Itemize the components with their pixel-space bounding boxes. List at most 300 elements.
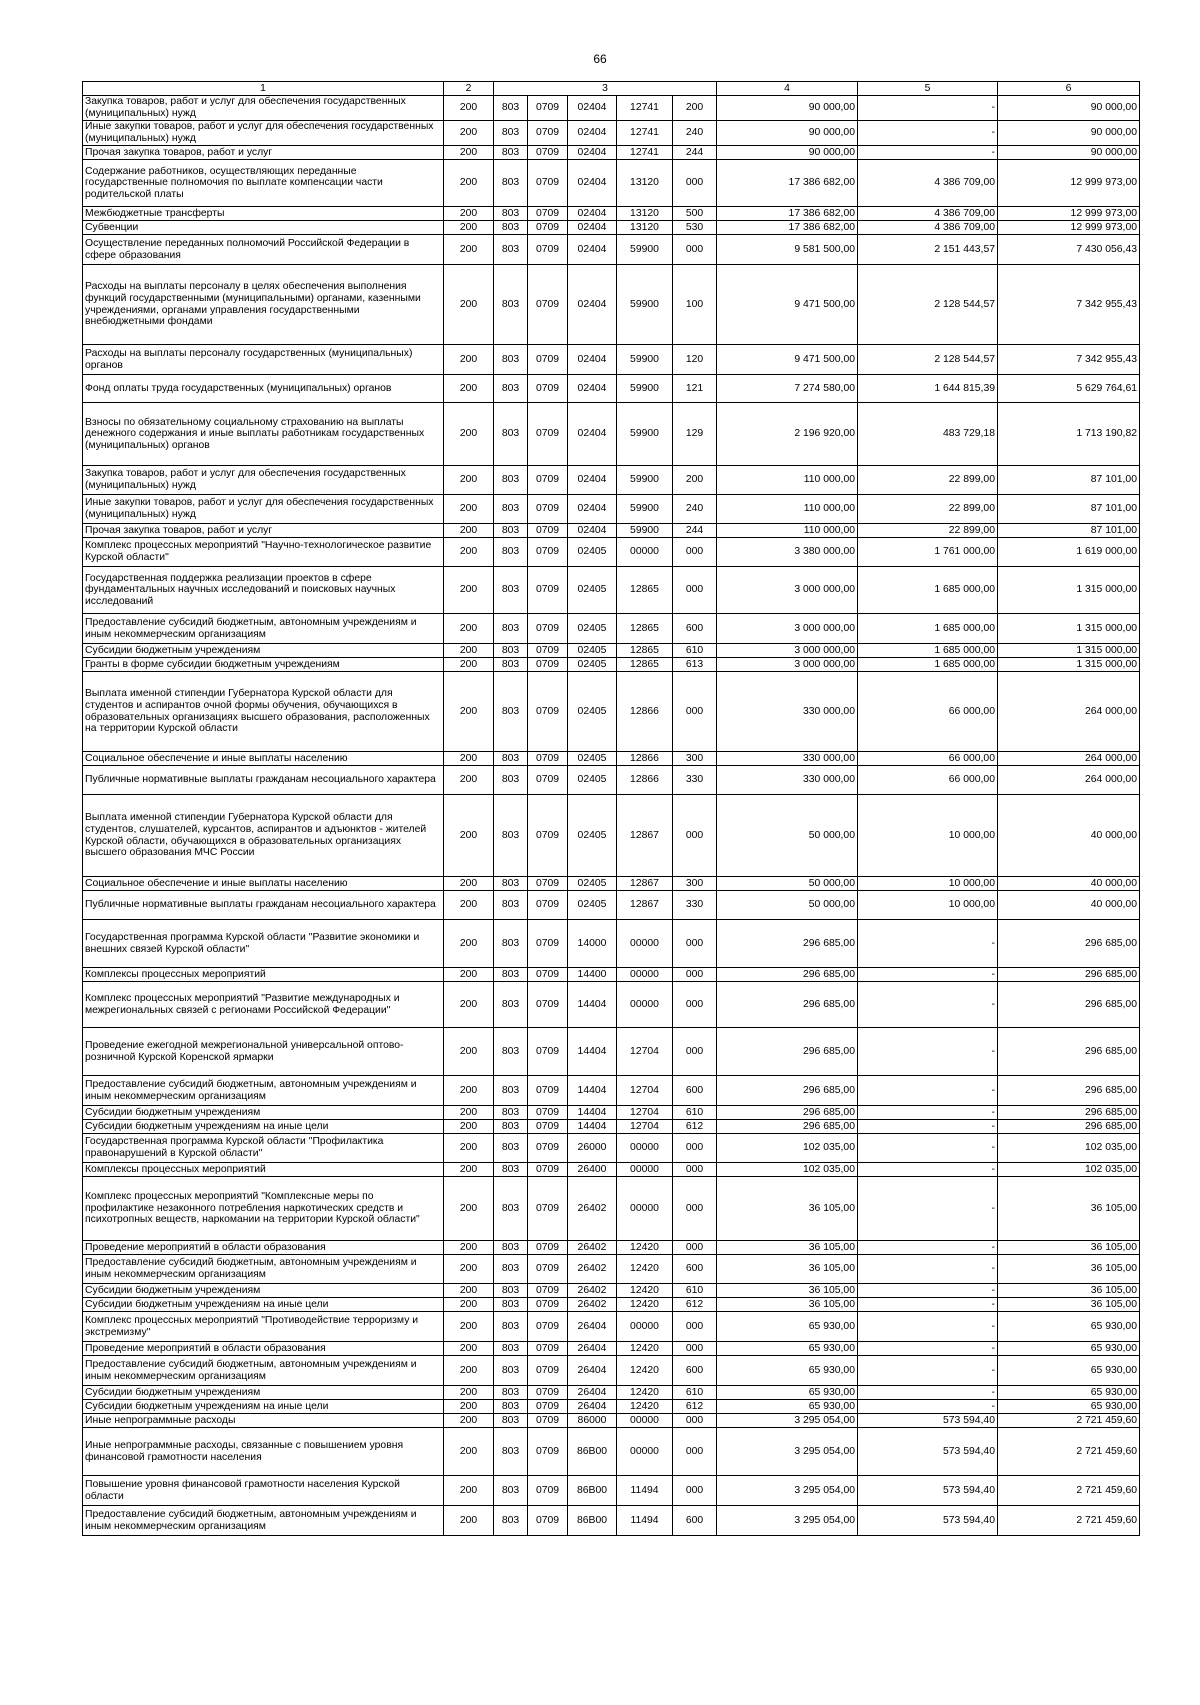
remainder-amount-cell: 65 930,00 <box>998 1356 1140 1386</box>
plan-amount-cell: 102 035,00 <box>717 1163 858 1177</box>
ministry-code-cell: 200 <box>444 1298 494 1312</box>
executed-amount-cell: - <box>858 1312 998 1342</box>
table-row <box>83 538 1140 567</box>
section-code-cell: 803 <box>494 1255 528 1284</box>
executed-amount-cell: - <box>858 1386 998 1400</box>
program-code-cell: 0709 <box>528 658 568 672</box>
direction-code-cell: 02404 <box>568 207 617 221</box>
section-code-cell: 803 <box>494 877 528 891</box>
expense-name-cell: Иные непрограммные расходы, связанные с повышением уровня финансовой грамотности населения <box>83 1428 444 1476</box>
direction-code-cell: 02404 <box>568 265 617 345</box>
direction-code-cell: 02405 <box>568 567 617 614</box>
table-row <box>83 614 1140 644</box>
direction-code-cell: 02404 <box>568 495 617 524</box>
plan-amount-cell: 17 386 682,00 <box>717 160 858 207</box>
remainder-amount-cell: 1 315 000,00 <box>998 658 1140 672</box>
table-row <box>83 121 1140 146</box>
item-code-cell: 12866 <box>617 672 673 752</box>
executed-amount-cell: 1 761 000,00 <box>858 538 998 567</box>
ministry-code-cell: 200 <box>444 1506 494 1536</box>
ministry-code-cell: 200 <box>444 160 494 207</box>
plan-amount-cell: 3 000 000,00 <box>717 614 858 644</box>
program-code-cell: 0709 <box>528 207 568 221</box>
ministry-code-cell: 200 <box>444 1342 494 1356</box>
table-row <box>83 891 1140 920</box>
ministry-code-cell: 200 <box>444 207 494 221</box>
item-code-cell: 12865 <box>617 644 673 658</box>
plan-amount-cell: 296 685,00 <box>717 982 858 1028</box>
executed-amount-cell: - <box>858 1356 998 1386</box>
expense-type-cell: 200 <box>673 96 717 121</box>
ministry-code-cell: 200 <box>444 968 494 982</box>
direction-code-cell: 14404 <box>568 1120 617 1134</box>
program-code-cell: 0709 <box>528 146 568 160</box>
item-code-cell: 12867 <box>617 877 673 891</box>
expense-type-cell: 240 <box>673 495 717 524</box>
expense-type-cell: 600 <box>673 1506 717 1536</box>
table-row <box>83 644 1140 658</box>
section-code-cell: 803 <box>494 1342 528 1356</box>
expense-type-cell: 000 <box>673 1241 717 1255</box>
expense-name-cell: Комплекс процессных мероприятий "Комплексные меры по профилактике незаконного потребления наркотических средств и психотропных веществ, наркомании на территории Курской области" <box>83 1177 444 1241</box>
plan-amount-cell: 50 000,00 <box>717 877 858 891</box>
item-code-cell: 12866 <box>617 752 673 766</box>
program-code-cell: 0709 <box>528 1241 568 1255</box>
expense-name-cell: Публичные нормативные выплаты гражданам несоциального характера <box>83 891 444 920</box>
table-row <box>83 1400 1140 1414</box>
table-row <box>83 1312 1140 1342</box>
direction-code-cell: 02404 <box>568 121 617 146</box>
plan-amount-cell: 90 000,00 <box>717 96 858 121</box>
program-code-cell: 0709 <box>528 345 568 375</box>
table-row <box>83 1163 1140 1177</box>
executed-amount-cell: 2 128 544,57 <box>858 345 998 375</box>
section-code-cell: 803 <box>494 1106 528 1120</box>
section-code-cell: 803 <box>494 345 528 375</box>
section-code-cell: 803 <box>494 524 528 538</box>
expense-type-cell: 600 <box>673 614 717 644</box>
expense-type-cell: 500 <box>673 207 717 221</box>
section-code-cell: 803 <box>494 160 528 207</box>
item-code-cell: 59900 <box>617 375 673 403</box>
expense-type-cell: 000 <box>673 1134 717 1163</box>
ministry-code-cell: 200 <box>444 345 494 375</box>
ministry-code-cell: 200 <box>444 538 494 567</box>
expense-type-cell: 610 <box>673 644 717 658</box>
expense-name-cell: Субсидии бюджетным учреждениям <box>83 1106 444 1120</box>
table-row <box>83 1414 1140 1428</box>
executed-amount-cell: - <box>858 1241 998 1255</box>
item-code-cell: 12741 <box>617 96 673 121</box>
item-code-cell: 59900 <box>617 345 673 375</box>
program-code-cell: 0709 <box>528 538 568 567</box>
expense-name-cell: Межбюджетные трансферты <box>83 207 444 221</box>
expense-name-cell: Комплексы процессных мероприятий <box>83 1163 444 1177</box>
executed-amount-cell: - <box>858 1076 998 1106</box>
table-row <box>83 877 1140 891</box>
program-code-cell: 0709 <box>528 375 568 403</box>
ministry-code-cell: 200 <box>444 1177 494 1241</box>
ministry-code-cell: 200 <box>444 567 494 614</box>
ministry-code-cell: 200 <box>444 982 494 1028</box>
plan-amount-cell: 296 685,00 <box>717 968 858 982</box>
direction-code-cell: 02405 <box>568 877 617 891</box>
program-code-cell: 0709 <box>528 466 568 495</box>
section-code-cell: 803 <box>494 1476 528 1506</box>
executed-amount-cell: - <box>858 121 998 146</box>
direction-code-cell: 02404 <box>568 221 617 235</box>
section-code-cell: 803 <box>494 1163 528 1177</box>
direction-code-cell: 02404 <box>568 466 617 495</box>
remainder-amount-cell: 1 315 000,00 <box>998 614 1140 644</box>
program-code-cell: 0709 <box>528 1506 568 1536</box>
executed-amount-cell: - <box>858 968 998 982</box>
executed-amount-cell: 66 000,00 <box>858 672 998 752</box>
section-code-cell: 803 <box>494 1428 528 1476</box>
remainder-amount-cell: 36 105,00 <box>998 1177 1140 1241</box>
ministry-code-cell: 200 <box>444 1028 494 1076</box>
plan-amount-cell: 296 685,00 <box>717 1076 858 1106</box>
executed-amount-cell: - <box>858 1028 998 1076</box>
remainder-amount-cell: 87 101,00 <box>998 466 1140 495</box>
executed-amount-cell: - <box>858 1342 998 1356</box>
executed-amount-cell: - <box>858 1298 998 1312</box>
plan-amount-cell: 3 000 000,00 <box>717 567 858 614</box>
direction-code-cell: 26404 <box>568 1356 617 1386</box>
item-code-cell: 13120 <box>617 160 673 207</box>
direction-code-cell: 02405 <box>568 766 617 795</box>
program-code-cell: 0709 <box>528 766 568 795</box>
remainder-amount-cell: 264 000,00 <box>998 672 1140 752</box>
item-code-cell: 00000 <box>617 1134 673 1163</box>
section-code-cell: 803 <box>494 1076 528 1106</box>
expense-name-cell: Публичные нормативные выплаты гражданам несоциального характера <box>83 766 444 795</box>
table-row <box>83 1506 1140 1536</box>
expense-type-cell: 300 <box>673 752 717 766</box>
direction-code-cell: 02404 <box>568 146 617 160</box>
item-code-cell: 59900 <box>617 466 673 495</box>
item-code-cell: 12867 <box>617 795 673 877</box>
section-code-cell: 803 <box>494 466 528 495</box>
table-row <box>83 1284 1140 1298</box>
remainder-amount-cell: 12 999 973,00 <box>998 160 1140 207</box>
ministry-code-cell: 200 <box>444 1312 494 1342</box>
plan-amount-cell: 65 930,00 <box>717 1356 858 1386</box>
program-code-cell: 0709 <box>528 752 568 766</box>
remainder-amount-cell: 5 629 764,61 <box>998 375 1140 403</box>
ministry-code-cell: 200 <box>444 495 494 524</box>
item-code-cell: 00000 <box>617 920 673 968</box>
item-code-cell: 12420 <box>617 1342 673 1356</box>
ministry-code-cell: 200 <box>444 658 494 672</box>
table-row <box>83 495 1140 524</box>
expense-type-cell: 300 <box>673 877 717 891</box>
direction-code-cell: 26404 <box>568 1400 617 1414</box>
section-code-cell: 803 <box>494 1386 528 1400</box>
plan-amount-cell: 65 930,00 <box>717 1342 858 1356</box>
plan-amount-cell: 296 685,00 <box>717 1106 858 1120</box>
table-row <box>83 1386 1140 1400</box>
section-code-cell: 803 <box>494 1312 528 1342</box>
item-code-cell: 11494 <box>617 1476 673 1506</box>
program-code-cell: 0709 <box>528 614 568 644</box>
table-row <box>83 1177 1140 1241</box>
executed-amount-cell: 22 899,00 <box>858 495 998 524</box>
expense-name-cell: Комплекс процессных мероприятий "Противодействие терроризму и экстремизму" <box>83 1312 444 1342</box>
item-code-cell: 12420 <box>617 1241 673 1255</box>
ministry-code-cell: 200 <box>444 1356 494 1386</box>
section-code-cell: 803 <box>494 614 528 644</box>
item-code-cell: 12420 <box>617 1386 673 1400</box>
expense-type-cell: 120 <box>673 345 717 375</box>
executed-amount-cell: - <box>858 146 998 160</box>
direction-code-cell: 02404 <box>568 375 617 403</box>
ministry-code-cell: 200 <box>444 1386 494 1400</box>
expense-name-cell: Повышение уровня финансовой грамотности населения Курской области <box>83 1476 444 1506</box>
item-code-cell: 12420 <box>617 1356 673 1386</box>
expense-type-cell: 000 <box>673 235 717 265</box>
expense-type-cell: 330 <box>673 891 717 920</box>
program-code-cell: 0709 <box>528 672 568 752</box>
executed-amount-cell: 66 000,00 <box>858 766 998 795</box>
remainder-amount-cell: 102 035,00 <box>998 1163 1140 1177</box>
item-code-cell: 00000 <box>617 982 673 1028</box>
section-code-cell: 803 <box>494 1284 528 1298</box>
plan-amount-cell: 36 105,00 <box>717 1177 858 1241</box>
ministry-code-cell: 200 <box>444 752 494 766</box>
expense-name-cell: Субсидии бюджетным учреждениям на иные цели <box>83 1400 444 1414</box>
table-row <box>83 795 1140 877</box>
program-code-cell: 0709 <box>528 221 568 235</box>
executed-amount-cell: 2 128 544,57 <box>858 265 998 345</box>
remainder-amount-cell: 7 342 955,43 <box>998 345 1140 375</box>
item-code-cell: 12704 <box>617 1120 673 1134</box>
program-code-cell: 0709 <box>528 495 568 524</box>
section-code-cell: 803 <box>494 1120 528 1134</box>
table-row <box>83 1134 1140 1163</box>
item-code-cell: 13120 <box>617 221 673 235</box>
executed-amount-cell: 22 899,00 <box>858 524 998 538</box>
direction-code-cell: 02405 <box>568 538 617 567</box>
item-code-cell: 59900 <box>617 495 673 524</box>
item-code-cell: 59900 <box>617 265 673 345</box>
expense-type-cell: 000 <box>673 567 717 614</box>
executed-amount-cell: 10 000,00 <box>858 877 998 891</box>
program-code-cell: 0709 <box>528 1177 568 1241</box>
remainder-amount-cell: 1 713 190,82 <box>998 403 1140 466</box>
executed-amount-cell: 573 594,40 <box>858 1476 998 1506</box>
executed-amount-cell: 4 386 709,00 <box>858 207 998 221</box>
direction-code-cell: 26404 <box>568 1342 617 1356</box>
expense-name-cell: Комплекс процессных мероприятий "Развитие международных и межрегиональных связей с регионами Российской Федерации" <box>83 982 444 1028</box>
ministry-code-cell: 200 <box>444 891 494 920</box>
table-row <box>83 265 1140 345</box>
executed-amount-cell: 1 685 000,00 <box>858 567 998 614</box>
item-code-cell: 12865 <box>617 658 673 672</box>
executed-amount-cell: - <box>858 1255 998 1284</box>
ministry-code-cell: 200 <box>444 1428 494 1476</box>
plan-amount-cell: 36 105,00 <box>717 1241 858 1255</box>
table-row <box>83 1120 1140 1134</box>
expense-type-cell: 613 <box>673 658 717 672</box>
plan-amount-cell: 110 000,00 <box>717 495 858 524</box>
table-row <box>83 160 1140 207</box>
item-code-cell: 12704 <box>617 1106 673 1120</box>
remainder-amount-cell: 296 685,00 <box>998 1076 1140 1106</box>
expense-type-cell: 000 <box>673 1177 717 1241</box>
direction-code-cell: 26402 <box>568 1241 617 1255</box>
executed-amount-cell: - <box>858 1400 998 1414</box>
expense-name-cell: Предоставление субсидий бюджетным, автономным учреждениям и иным некоммерческим организациям <box>83 614 444 644</box>
expense-type-cell: 600 <box>673 1356 717 1386</box>
plan-amount-cell: 110 000,00 <box>717 466 858 495</box>
expense-name-cell: Выплата именной стипендии Губернатора Курской области для студентов и аспирантов очной формы обучения, обучающихся в образовательных организациях высшего образования, расположенных на территории Курской области <box>83 672 444 752</box>
direction-code-cell: 02405 <box>568 658 617 672</box>
executed-amount-cell: 4 386 709,00 <box>858 221 998 235</box>
expense-name-cell: Закупка товаров, работ и услуг для обеспечения государственных (муниципальных) нужд <box>83 466 444 495</box>
section-code-cell: 803 <box>494 495 528 524</box>
expense-type-cell: 000 <box>673 1342 717 1356</box>
table-row <box>83 235 1140 265</box>
remainder-amount-cell: 1 315 000,00 <box>998 644 1140 658</box>
executed-amount-cell: 4 386 709,00 <box>858 160 998 207</box>
plan-amount-cell: 330 000,00 <box>717 752 858 766</box>
direction-code-cell: 26402 <box>568 1298 617 1312</box>
program-code-cell: 0709 <box>528 1120 568 1134</box>
direction-code-cell: 14400 <box>568 968 617 982</box>
table-row <box>83 96 1140 121</box>
program-code-cell: 0709 <box>528 982 568 1028</box>
ministry-code-cell: 200 <box>444 121 494 146</box>
ministry-code-cell: 200 <box>444 221 494 235</box>
remainder-amount-cell: 7 430 056,43 <box>998 235 1140 265</box>
remainder-amount-cell: 36 105,00 <box>998 1284 1140 1298</box>
item-code-cell: 59900 <box>617 235 673 265</box>
expense-name-cell: Комплексы процессных мероприятий <box>83 968 444 982</box>
direction-code-cell: 02405 <box>568 891 617 920</box>
item-code-cell: 00000 <box>617 1414 673 1428</box>
section-code-cell: 803 <box>494 221 528 235</box>
item-code-cell: 13120 <box>617 207 673 221</box>
ministry-code-cell: 200 <box>444 1163 494 1177</box>
plan-amount-cell: 36 105,00 <box>717 1298 858 1312</box>
table-row <box>83 982 1140 1028</box>
expense-name-cell: Субвенции <box>83 221 444 235</box>
expense-name-cell: Гранты в форме субсидии бюджетным учреждениям <box>83 658 444 672</box>
program-code-cell: 0709 <box>528 644 568 658</box>
remainder-amount-cell: 2 721 459,60 <box>998 1476 1140 1506</box>
program-code-cell: 0709 <box>528 968 568 982</box>
table-row <box>83 466 1140 495</box>
program-code-cell: 0709 <box>528 1284 568 1298</box>
plan-amount-cell: 3 295 054,00 <box>717 1476 858 1506</box>
item-code-cell: 00000 <box>617 968 673 982</box>
plan-amount-cell: 3 000 000,00 <box>717 658 858 672</box>
section-code-cell: 803 <box>494 567 528 614</box>
direction-code-cell: 02405 <box>568 672 617 752</box>
remainder-amount-cell: 2 721 459,60 <box>998 1506 1140 1536</box>
plan-amount-cell: 330 000,00 <box>717 672 858 752</box>
remainder-amount-cell: 65 930,00 <box>998 1386 1140 1400</box>
direction-code-cell: 14404 <box>568 1028 617 1076</box>
item-code-cell: 12867 <box>617 891 673 920</box>
ministry-code-cell: 200 <box>444 403 494 466</box>
expense-name-cell: Выплата именной стипендии Губернатора Курской области для студентов, слушателей, курсантов, аспирантов и адъюнктов - жителей Курской области, обучающихся в образовательных организациях высшего образования МЧС России <box>83 795 444 877</box>
expense-type-cell: 000 <box>673 982 717 1028</box>
budget-table <box>82 81 1140 1536</box>
ministry-code-cell: 200 <box>444 644 494 658</box>
expense-type-cell: 000 <box>673 538 717 567</box>
remainder-amount-cell: 264 000,00 <box>998 766 1140 795</box>
expense-name-cell: Государственная программа Курской области "Профилактика правонарушений в Курской области" <box>83 1134 444 1163</box>
expense-type-cell: 000 <box>673 1312 717 1342</box>
column-number-cell: 3 <box>494 82 717 96</box>
remainder-amount-cell: 65 930,00 <box>998 1312 1140 1342</box>
table-row <box>83 1241 1140 1255</box>
program-code-cell: 0709 <box>528 1386 568 1400</box>
expense-name-cell: Предоставление субсидий бюджетным, автономным учреждениям и иным некоммерческим организациям <box>83 1356 444 1386</box>
plan-amount-cell: 296 685,00 <box>717 920 858 968</box>
section-code-cell: 803 <box>494 1177 528 1241</box>
table-row <box>83 207 1140 221</box>
plan-amount-cell: 3 000 000,00 <box>717 644 858 658</box>
program-code-cell: 0709 <box>528 1106 568 1120</box>
program-code-cell: 0709 <box>528 160 568 207</box>
plan-amount-cell: 296 685,00 <box>717 1120 858 1134</box>
expense-type-cell: 610 <box>673 1386 717 1400</box>
expense-type-cell: 000 <box>673 672 717 752</box>
plan-amount-cell: 3 295 054,00 <box>717 1414 858 1428</box>
table-row <box>83 524 1140 538</box>
plan-amount-cell: 7 274 580,00 <box>717 375 858 403</box>
executed-amount-cell: - <box>858 1284 998 1298</box>
ministry-code-cell: 200 <box>444 672 494 752</box>
plan-amount-cell: 90 000,00 <box>717 121 858 146</box>
remainder-amount-cell: 90 000,00 <box>998 146 1140 160</box>
program-code-cell: 0709 <box>528 1028 568 1076</box>
executed-amount-cell: - <box>858 1120 998 1134</box>
table-row <box>83 1356 1140 1386</box>
program-code-cell: 0709 <box>528 96 568 121</box>
executed-amount-cell: 10 000,00 <box>858 891 998 920</box>
program-code-cell: 0709 <box>528 1163 568 1177</box>
item-code-cell: 12420 <box>617 1284 673 1298</box>
plan-amount-cell: 65 930,00 <box>717 1386 858 1400</box>
remainder-amount-cell: 102 035,00 <box>998 1134 1140 1163</box>
expense-type-cell: 610 <box>673 1106 717 1120</box>
table-row <box>83 672 1140 752</box>
program-code-cell: 0709 <box>528 403 568 466</box>
remainder-amount-cell: 36 105,00 <box>998 1298 1140 1312</box>
expense-name-cell: Государственная программа Курской области "Развитие экономики и внешних связей Курской области" <box>83 920 444 968</box>
expense-type-cell: 121 <box>673 375 717 403</box>
expense-type-cell: 000 <box>673 795 717 877</box>
program-code-cell: 0709 <box>528 1298 568 1312</box>
executed-amount-cell: 66 000,00 <box>858 752 998 766</box>
expense-name-cell: Субсидии бюджетным учреждениям <box>83 644 444 658</box>
table-row <box>83 1298 1140 1312</box>
item-code-cell: 11494 <box>617 1506 673 1536</box>
direction-code-cell: 14000 <box>568 920 617 968</box>
section-code-cell: 803 <box>494 1506 528 1536</box>
executed-amount-cell: 1 685 000,00 <box>858 614 998 644</box>
expense-type-cell: 610 <box>673 1284 717 1298</box>
plan-amount-cell: 50 000,00 <box>717 891 858 920</box>
expense-type-cell: 612 <box>673 1400 717 1414</box>
direction-code-cell: 26402 <box>568 1255 617 1284</box>
section-code-cell: 803 <box>494 1356 528 1386</box>
table-row <box>83 146 1140 160</box>
